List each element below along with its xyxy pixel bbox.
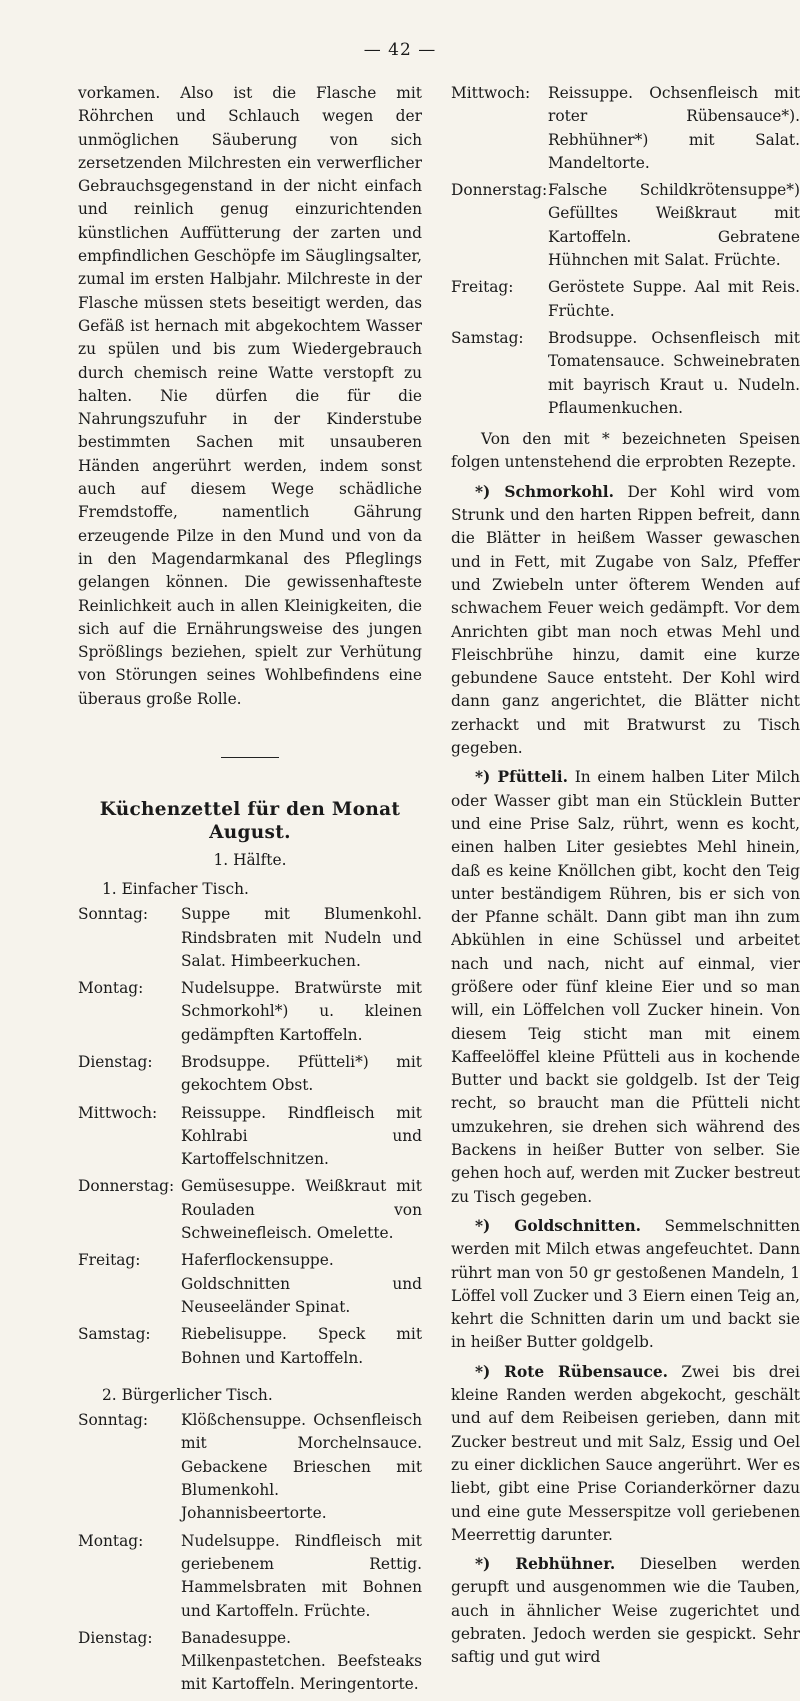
- left-column: [78, 82, 422, 1701]
- menu-day-row: [78, 1530, 422, 1623]
- day-dishes: Klößchensuppe. Ochsenfleisch mit Morchelnsauce. Gebackene Brieschen mit Blumenkohl. Johannisbeertorte.: [181, 1411, 422, 1523]
- day-dishes: Reissuppe. Ochsenfleisch mit roter Rübensauce*). Rebhühner*) mit Salat. Mandeltorte.: [548, 84, 800, 172]
- menu-list-simple: [78, 903, 422, 1370]
- day-dishes: Gemüsesuppe. Weißkraut mit Rouladen von Schweinefleisch. Omelette.: [181, 1177, 422, 1243]
- day-label: Mittwoch:: [451, 84, 531, 102]
- page-number: — 42 —: [363, 40, 437, 60]
- section-title-burgher: 2. Bürgerlicher Tisch.: [102, 1385, 273, 1404]
- recipe-paragraph: [451, 1215, 800, 1355]
- day-dishes: Brodsuppe. Ochsenfleisch mit Tomatensauce. Schweinebraten mit bayrisch Kraut u. Nudeln. Pflaumenkuchen.: [548, 328, 800, 417]
- recipe-text: Dieselben werden gerupft und ausgenommen wie die Tauben, auch in ähnlicher Weise zugerichtet und gebraten. Jedoch werden sie gespickt. Sehr saftig und gut wird: [451, 1555, 800, 1667]
- day-dishes: Banadesuppe. Milkenpastetchen. Beefsteaks mit Kartoffeln. Meringentorte.: [181, 1628, 422, 1694]
- menu-day-row: [78, 1102, 422, 1172]
- day-dishes: Brodsuppe. Pfütteli*) mit gekochtem Obst.: [181, 1052, 422, 1095]
- menu-title: Küchenzettel für den Monat August.: [99, 799, 401, 844]
- recipe-paragraph: [451, 481, 800, 761]
- day-label: Donnerstag:: [451, 181, 548, 200]
- menu-day-row: [78, 1323, 422, 1370]
- menu-day-row: [451, 276, 800, 323]
- recipe-text: In einem halben Liter Milch oder Wasser gibt man ein Stücklein Butter und eine Prise Salz, rührt, wenn es kocht, einen halben Liter gesiebtes Mehl hinein, daß es keine Knöllchen gibt, kocht den Teig unter beständigem Rühren, bis er sich von der Pfanne schält. Dann gibt man ihn zum Abkühlen in eine Schüssel und arbeitet nach und nach, nicht auf einmal, vier größere oder fünf kleine Eier und so man will, ein Löffelchen voll Zucker hinein. Von diesem Teig sticht man mit einem Kaffeelöffel kleine Pfütteli aus in kochende Butter und backt sie goldgelb. Ist der Teig recht, so braucht man die Pfütteli nicht umzukehren, sie drehen sich während des Backens in heißer Butter von selber. Sie gehen hoch auf, werden mit Zucker bestreut zu Tisch gegeben.: [451, 768, 800, 1206]
- recipe-title: *) Schmorkohl.: [475, 482, 614, 501]
- day-dishes: Nudelsuppe. Bratwürste mit Schmorkohl*) u. kleinen gedämpften Kartoffeln.: [181, 979, 422, 1044]
- day-label: Mittwoch:: [78, 1103, 158, 1122]
- recipes-intro: Von den mit * bezeichneten Speisen folgen untenstehend die erprobten Rezepte.: [451, 430, 800, 472]
- day-label: Sonntag:: [78, 1411, 149, 1430]
- recipe-text: Der Kohl wird vom Strunk und den harten Rippen befreit, dann die Blätter in heißem Wasser gewaschen und in Fett, mit Zugabe von Salz, Pfeffer und Zwiebeln unter öfterem Wenden auf schwachem Feuer weich gedämpft. Vor dem Anrichten gibt man noch etwas Mehl und Fleischbrühe hinzu, damit eine kurze gebundene Sauce entsteht. Der Kohl wird dann ganz angerichtet, die Blätter nicht zerhackt und mit Bratwurst zu Tisch gegeben.: [451, 482, 800, 758]
- right-column: [451, 82, 800, 1676]
- menu-list-burgher: [78, 1409, 422, 1697]
- day-label: Montag:: [78, 979, 144, 998]
- day-label: Samstag:: [78, 1325, 151, 1344]
- day-dishes: Geröstete Suppe. Aal mit Reis. Früchte.: [548, 278, 800, 320]
- recipe-list: [451, 481, 800, 1670]
- menu-day-row: [78, 1627, 422, 1697]
- recipe-title: *) Rebhühner.: [475, 1555, 616, 1574]
- day-label: Freitag:: [451, 278, 514, 297]
- menu-day-row: [78, 1175, 422, 1245]
- day-dishes: Reissuppe. Rindfleisch mit Kohlrabi und Kartoffelschnitzen.: [181, 1103, 422, 1169]
- day-dishes: Riebelisuppe. Speck mit Bohnen und Kartoffeln.: [181, 1325, 422, 1367]
- menu-day-row: [451, 179, 800, 272]
- menu-list-burgher-continued: [451, 82, 800, 420]
- recipe-paragraph: [451, 1553, 800, 1669]
- menu-day-row: [78, 1249, 422, 1319]
- recipe-title: *) Goldschnitten.: [475, 1216, 642, 1235]
- day-label: Montag:: [78, 1531, 144, 1550]
- menu-day-row: [78, 1051, 422, 1098]
- day-label: Dienstag:: [78, 1052, 153, 1071]
- day-label: Freitag:: [78, 1251, 141, 1270]
- recipe-title: *) Rote Rübensauce.: [475, 1362, 669, 1381]
- half-title: 1. Hälfte.: [213, 850, 287, 869]
- day-label: Dienstag:: [78, 1628, 153, 1647]
- section-title-simple: 1. Einfacher Tisch.: [102, 879, 249, 898]
- menu-day-row: [78, 977, 422, 1047]
- day-label: Donnerstag:: [78, 1177, 175, 1196]
- menu-day-row: [451, 82, 800, 175]
- recipe-text: Semmelschnitten werden mit Milch etwas angefeuchtet. Dann rührt man von 50 gr gestoßenen Mandeln, 1 Löffel voll Zucker und 3 Eiern einen Teig an, kehrt die Schnitten darin um und backt sie in heißer Butter goldgelb.: [451, 1216, 800, 1352]
- intro-paragraph: vorkamen. Also ist die Flasche mit Röhrchen und Schlauch wegen der unmöglichen Säuberung von sich zersetzenden Milchresten ein verwerflicher Gebrauchsgegenstand in der nicht einfach und reinlich genug einzurichtenden künstlichen Auffütterung der zarten und empfindlichen Geschöpfe im Säuglingsalter, zumal im ersten Halbjahr. Milchreste in der Flasche müssen stets beseitigt werden, das Gefäß ist hernach mit abgekochtem Wasser zu spülen und bis zum Wiedergebrauch durch chemisch reine Watte verstopft zu halten. Nie dürfen die für die Nahrungszufuhr in der Kinderstube bestimmten Sachen mit unsauberen Händen angerührt werden, indem sonst auch auf diesem Wege schädliche Fremdstoffe, namentlich Gährung erzeugende Pilze in den Mund und von da in den Magendarmkanal des Pfleglings gelangen können. Die gewissenhafteste Reinlichkeit auch in allen Kleinigkeiten, die sich auf die Ernährungsweise des jungen Sprößlings beziehen, spielt zur Verhütung von Störungen seines Wohlbefindens eine überaus große Rolle.: [78, 84, 422, 708]
- recipe-paragraph: [451, 1361, 800, 1547]
- recipe-title: *) Pfütteli.: [475, 768, 568, 787]
- recipe-paragraph: [451, 766, 800, 1209]
- day-dishes: Falsche Schildkrötensuppe*) Gefülltes Weißkraut mit Kartoffeln. Gebratene Hühnchen mit Salat. Früchte.: [548, 181, 800, 270]
- day-dishes: Suppe mit Blumenkohl. Rindsbraten mit Nudeln und Salat. Himbeerkuchen.: [181, 905, 422, 970]
- menu-day-row: [451, 327, 800, 420]
- section-divider: [221, 757, 279, 758]
- day-dishes: Haferflockensuppe. Goldschnitten und Neuseeländer Spinat.: [181, 1251, 422, 1316]
- menu-day-row: [78, 1409, 422, 1525]
- recipe-text: Zwei bis drei kleine Randen werden abgekocht, geschält und auf dem Reibeisen gerieben, dann mit Zucker bestreut und mit Salz, Essig und Oel zu einer dicklichen Sauce angerührt. Wer es liebt, gibt eine Prise Corianderkörner dazu und eine gute Messerspitze voll geriebenen Meerrettig darunter.: [451, 1362, 800, 1544]
- menu-day-row: [78, 903, 422, 973]
- day-label: Sonntag:: [78, 905, 149, 924]
- day-label: Samstag:: [451, 328, 524, 347]
- day-dishes: Nudelsuppe. Rindfleisch mit geriebenem Rettig. Hammelsbraten mit Bohnen und Kartoffeln. Früchte.: [181, 1531, 422, 1620]
